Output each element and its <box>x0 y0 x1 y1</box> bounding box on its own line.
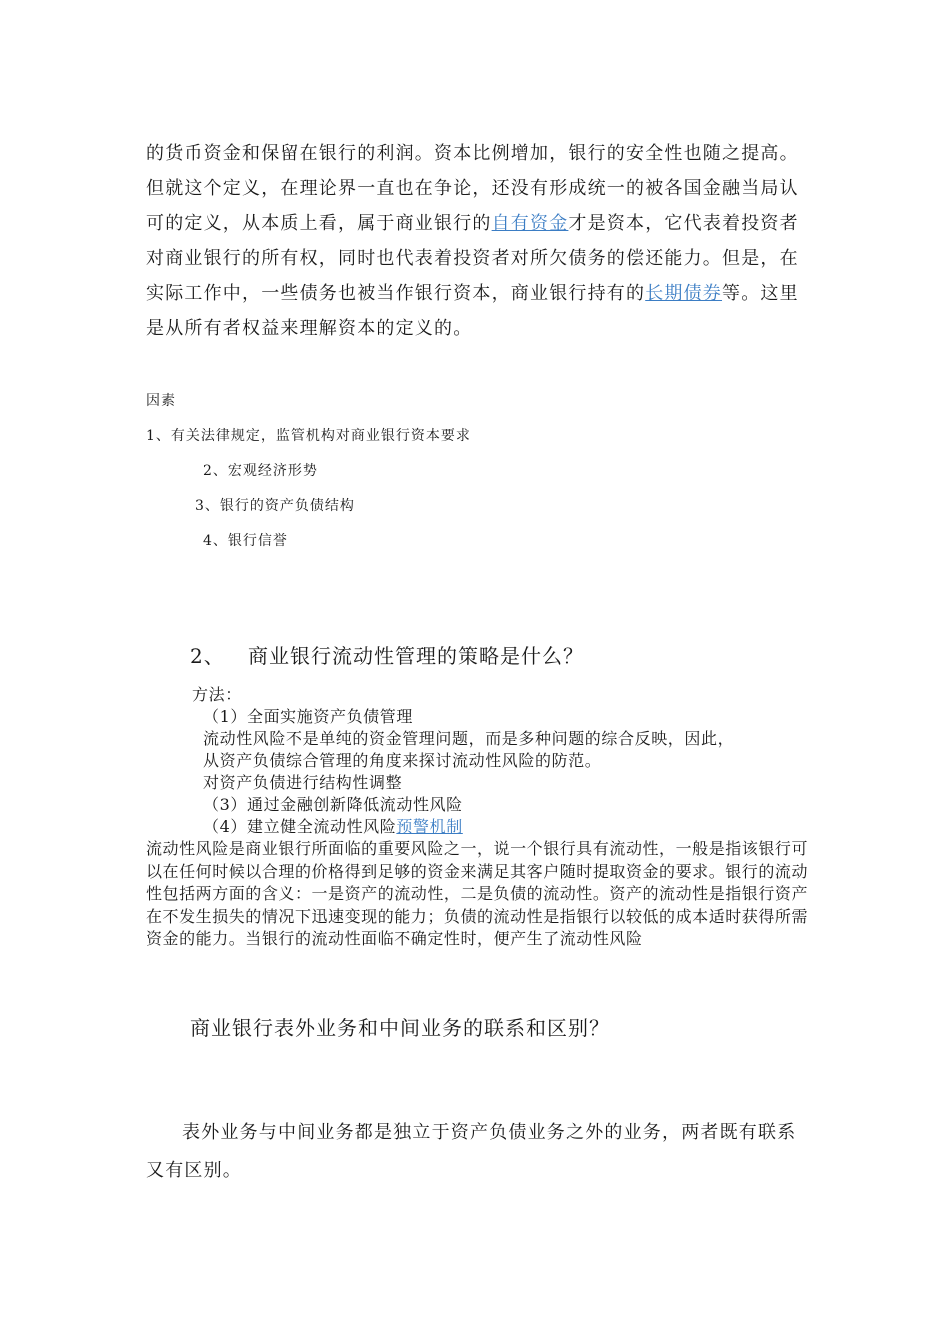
method-item-1-desc: 流动性风险不是单纯的资金管理问题，而是多种问题的综合反映，因此， <box>203 729 735 748</box>
method-item-4-text: （4）建立健全流动性风险 <box>203 817 397 836</box>
paragraph-text: 的货币资金和保留在银行的利润。资本比例增加，银行的安全性也随之提高。但就这个定义，在理论界一直也在争论，还没有形成统一的被各国金融当局认可的定义，从本质上看，属于商业银行的 <box>146 143 799 234</box>
liquidity-risk-paragraph: 流动性风险是商业银行所面临的重要风险之一，说一个银行具有流动性，一般是指该银行可以在任何时候以合理的价格得到足够的资金来满足其客户随时提取资金的要求。银行的流动性包括两方面的含义：一是资产的流动性，二是负债的流动性。资产的流动性是指银行资产在不发生损失的情况下迅速变现的能力；负债的流动性是指银行以较低的成本适时获得所需资金的能力。当银行的流动性面临不确定性时，便产生了流动性风险 <box>146 839 809 948</box>
early-warning-link[interactable]: 预警机制 <box>396 817 463 836</box>
method-item-2: 对资产负债进行结构性调整 <box>203 773 403 792</box>
method-item-1-desc-cont: 从资产负债综合管理的角度来探讨流动性风险的防范。 <box>203 751 602 770</box>
section-title: 商业银行流动性管理的策略是什么？ <box>248 644 584 668</box>
factor-item-1: 1、有关法律规定，监管机构对商业银行资本要求 <box>146 428 471 444</box>
method-item-4 <box>203 816 463 838</box>
factor-item-3: 3、银行的资产负债结构 <box>195 498 355 514</box>
long-term-bonds-link[interactable]: 长期债券 <box>645 283 723 304</box>
method-item-1: （1）全面实施资产负债管理 <box>203 707 413 726</box>
capital-definition-paragraph <box>146 136 806 346</box>
section-2-heading <box>190 640 584 669</box>
own-funds-link[interactable]: 自有资金 <box>491 213 569 234</box>
method-item-3: （3）通过金融创新降低流动性风险 <box>203 795 463 814</box>
method-label: 方法： <box>192 685 242 704</box>
factors-heading: 因素 <box>146 393 176 409</box>
factor-item-4: 4、银行信誉 <box>203 533 288 549</box>
section-3-heading: 商业银行表外业务和中间业务的联系和区别？ <box>190 1016 610 1040</box>
paragraph-text: 等。这里是从所有者权益来理解资本的定义的。 <box>146 283 799 339</box>
factor-item-2: 2、宏观经济形势 <box>203 463 318 479</box>
paragraph-text: 才是资本，它代表着投资者对商业银行的所有权，同时也代表着投资者对所欠债务的偿还能力。但是，在实际工作中，一些债务也被当作银行资本，商业银行持有的 <box>146 213 799 304</box>
section-number: 2、 <box>190 644 225 668</box>
off-balance-paragraph: 表外业务与中间业务都是独立于资产负债业务之外的业务，两者既有联系又有区别。 <box>146 1122 797 1181</box>
